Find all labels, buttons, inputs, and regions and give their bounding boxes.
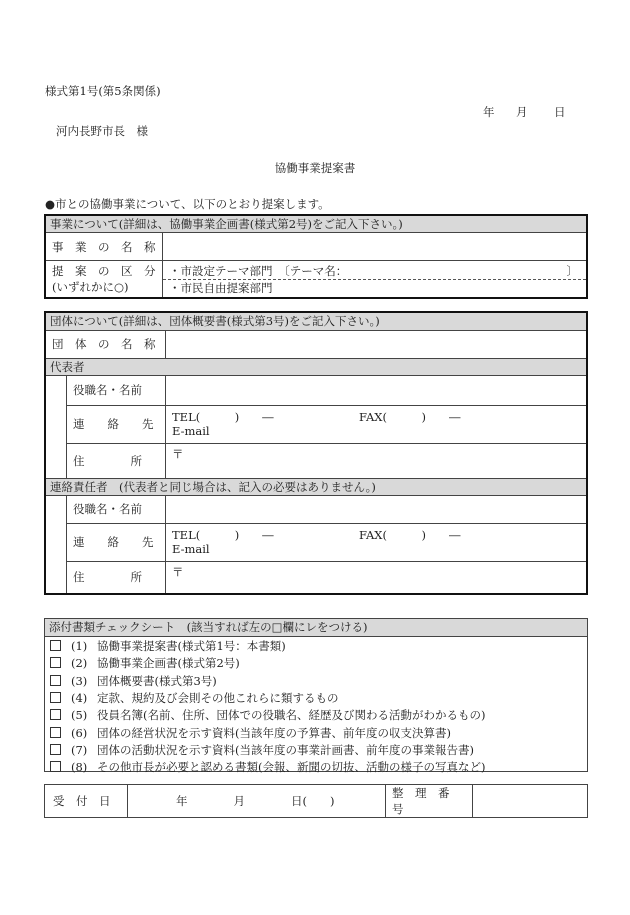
option-free-row[interactable]: ・市民自由提案部門 bbox=[169, 280, 273, 295]
contact-heading: 連絡責任者 (代表者と同じ場合は、記入の必要はありません。) bbox=[45, 478, 587, 495]
rep-address-label: 住 所 bbox=[67, 443, 166, 478]
option-theme-row[interactable]: ・市設定テーマ部門 〔テーマ名： 〕 bbox=[163, 263, 586, 280]
contact-address-field[interactable] bbox=[166, 561, 588, 594]
page-title: 協働事業提案書 bbox=[274, 161, 356, 175]
attachment-item bbox=[50, 725, 451, 741]
attachment-text: 定款、規約及び会則その他これらに類するもの bbox=[97, 690, 339, 705]
org-heading: 団体について(詳細は、団体概要書(様式第3号)をご記入下さい。) bbox=[45, 312, 587, 330]
attachment-item bbox=[50, 707, 485, 723]
contact-contact-label: 連 絡 先 bbox=[67, 523, 166, 561]
rep-address-field[interactable] bbox=[166, 443, 588, 478]
rep-contact-label: 連 絡 先 bbox=[67, 405, 166, 443]
date-day: 日 bbox=[554, 105, 566, 119]
addressee: 河内長野市長 様 bbox=[56, 124, 148, 138]
checkbox-icon[interactable] bbox=[50, 640, 61, 651]
rep-fax: FAX( ) ― bbox=[359, 409, 461, 424]
rep-indent bbox=[45, 375, 67, 478]
attachment-text: 団体概要書(様式第3号) bbox=[97, 673, 217, 688]
attachment-text: 団体の経営状況を示す資料(当該年度の予算書、前年度の収支決算書) bbox=[97, 725, 451, 740]
attachment-item bbox=[50, 638, 286, 654]
business-category-options bbox=[163, 261, 588, 299]
rep-role-field[interactable] bbox=[166, 375, 588, 405]
checkbox-icon[interactable] bbox=[50, 727, 61, 738]
contact-indent bbox=[45, 495, 67, 594]
reference-number-label: 整 理 番 号 bbox=[386, 785, 473, 818]
rep-tel: TEL( ) ― bbox=[172, 409, 274, 424]
received-date-label: 受 付 日 bbox=[45, 785, 128, 818]
received-date-field[interactable]: 年 月 日( ) bbox=[128, 785, 386, 818]
rep-postal-mark: 〒 bbox=[172, 446, 184, 461]
date-month: 月 bbox=[516, 105, 528, 119]
rep-contact-field[interactable] bbox=[166, 405, 588, 443]
checkbox-icon[interactable] bbox=[50, 744, 61, 755]
attachment-number: (4) bbox=[71, 690, 88, 705]
attachment-text: 役員名簿(名前、住所、団体での役職名、経歴及び関わる活動がわかるもの) bbox=[97, 708, 486, 723]
rep-heading: 代表者 bbox=[45, 358, 587, 375]
receipt-table bbox=[44, 784, 588, 818]
contact-role-label: 役職名・名前 bbox=[67, 495, 166, 523]
contact-fax: FAX( ) ― bbox=[359, 527, 461, 542]
contact-email: E-mail bbox=[172, 541, 210, 556]
contact-role-field[interactable] bbox=[166, 495, 588, 523]
attachment-text: その他市長が必要と認める書類(会報、新聞の切抜、活動の様子の写真など) bbox=[97, 760, 486, 775]
checkbox-icon[interactable] bbox=[50, 709, 61, 720]
business-heading: 事業について(詳細は、協働事業企画書(様式第2号)をご記入下さい。) bbox=[45, 215, 587, 233]
attachment-number: (6) bbox=[71, 725, 88, 740]
business-table bbox=[44, 214, 588, 299]
attachments-heading: 添付書類チェックシート (該当すれば左の□欄にレをつける) bbox=[45, 619, 587, 637]
attachment-item bbox=[50, 655, 240, 671]
checkbox-icon[interactable] bbox=[50, 761, 61, 772]
rep-role-label: 役職名・名前 bbox=[67, 375, 166, 405]
contact-tel: TEL( ) ― bbox=[172, 527, 274, 542]
attachment-number: (5) bbox=[71, 708, 88, 723]
attachment-text: 協働事業提案書(様式第1号：本書類) bbox=[97, 639, 286, 653]
contact-contact-field[interactable] bbox=[166, 523, 588, 561]
rep-email: E-mail bbox=[172, 423, 210, 438]
attachment-number: (8) bbox=[71, 760, 88, 775]
attachment-item bbox=[50, 759, 485, 775]
attachment-number: (1) bbox=[71, 639, 88, 653]
business-name-field[interactable] bbox=[163, 233, 588, 261]
reference-number-field[interactable] bbox=[473, 785, 588, 818]
attachment-item bbox=[50, 690, 339, 706]
business-name-label: 事 業 の 名 称 bbox=[45, 233, 163, 261]
business-category-label: 提 案 の 区 分 (いずれかに○) bbox=[45, 261, 163, 299]
attachment-number: (3) bbox=[71, 673, 88, 688]
checkbox-icon[interactable] bbox=[50, 657, 61, 668]
attachment-number: (2) bbox=[71, 656, 88, 671]
form-number: 様式第1号(第5条関係) bbox=[45, 84, 161, 98]
org-name-label: 団 体 の 名 称 bbox=[45, 330, 166, 358]
checkbox-icon[interactable] bbox=[50, 675, 61, 686]
attachment-number: (7) bbox=[71, 742, 88, 757]
contact-address-label: 住 所 bbox=[67, 561, 166, 594]
attachment-text: 協働事業企画書(様式第2号) bbox=[97, 656, 240, 671]
attachment-item bbox=[50, 742, 474, 758]
org-table bbox=[44, 311, 588, 595]
attachment-item bbox=[50, 673, 217, 689]
contact-postal-mark: 〒 bbox=[172, 564, 184, 579]
date-year: 年 bbox=[483, 105, 495, 119]
intro-text: ●市との協働事業について、以下のとおり提案します。 bbox=[45, 197, 330, 211]
attachment-text: 団体の活動状況を示す資料(当該年度の事業計画書、前年度の事業報告書) bbox=[97, 742, 474, 757]
org-name-field[interactable] bbox=[166, 330, 588, 358]
checkbox-icon[interactable] bbox=[50, 692, 61, 703]
